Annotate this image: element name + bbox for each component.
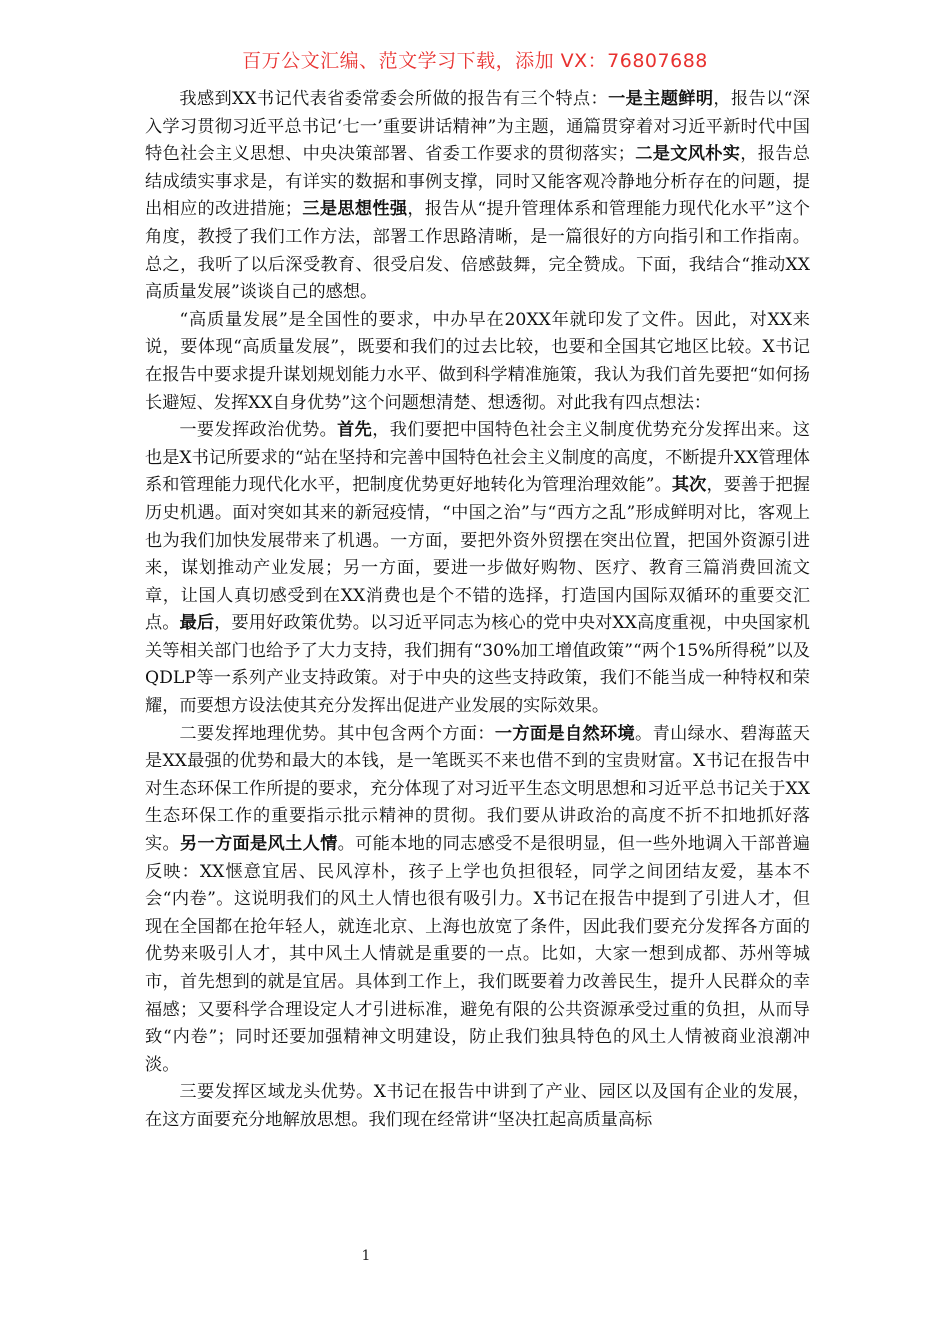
- paragraph: [145, 307, 810, 417]
- text-run: “高质量发展”是全国性的要求，中办早在20XX年就印发了文件。因此，对XX来说，要体现“高质量发展”，既要和我们的过去比较，也要和全国其它地区比较。X书记在报告中要求提升谋划规划能力水平、做到科学精准施策，我认为我们首先要把“如何扬长避短、发挥XX自身优势”这个问题想清楚、想透彻。对此我有四点想法：: [145, 309, 810, 413]
- text-run: ，我们要把中国特色社会主义制度优势充分发挥出来。这也是X书记所要求的“站在坚持和完善中国特色社会主义制度的高度，不断提升XX管理体系和管理能力现代化水平，把制度优势更好地转化为管理治理效能”。: [145, 420, 810, 496]
- bold-run: 另一方面是风土人情: [180, 834, 338, 855]
- text-run: 。青山绿水、碧海蓝天是XX最强的优势和最大的本钱，是一笔既买不来也借不到的宝贵财富。X书记在报告中对生态环保工作所提的要求，充分体现了对习近平生态文明思想和习近平总书记关于XX生态环保工作的重要指示批示精神的贯彻。我们要从讲政治的高度不折不扣地抓好落实。: [145, 723, 810, 855]
- text-run: 一要发挥政治优势。: [179, 420, 338, 441]
- text-run: 我感到XX书记代表省委常委会所做的报告有三个特点：: [179, 89, 609, 109]
- bold-run: 二是文风朴实: [634, 144, 741, 165]
- bold-run: 一方面是自然环境: [494, 723, 636, 744]
- header-banner: 百万公文汇编、范文学习下载，添加 VX：76807688: [242, 50, 708, 72]
- text-run: 二要发挥地理优势。其中包含两个方面：: [179, 723, 495, 744]
- text-run: ，报告总结成绩实事求是，有详实的数据和事例支撑，同时又能客观冷静地分析存在的问题，提出相应的改进措施；: [145, 144, 810, 220]
- text-run: ，要善于把握历史机遇。面对突如其来的新冠疫情，“中国之治”与“西方之乱”形成鲜明对比，客观上也为我们加快发展带来了机遇。一方面，要把外资外贸摆在突出位置，把国外资源引进来，谋划推动产业发展；另一方面，要进一步做好购物、医疗、教育三篇消费回流文章，让国人真切感受到在XX消费也是个不错的选择，打造国内国际双循环的重要交汇点。: [145, 475, 810, 634]
- paragraph: [145, 1079, 810, 1134]
- bold-run: 其次: [671, 475, 707, 496]
- text-run: ，报告从“提升管理体系和管理能力现代化水平”这个角度，教授了我们工作方法，部署工作思路清晰，是一篇很好的方向指引和工作指南。总之，我听了以后深受教育、很受启发、倍感鼓舞，完全赞成。下面，我结合“推动XX高质量发展”谈谈自己的感想。: [145, 199, 810, 303]
- page-number: 1: [361, 1248, 371, 1264]
- paragraph: [145, 86, 810, 307]
- bold-run: 一是主题鲜明: [608, 89, 714, 109]
- paragraph: [145, 417, 810, 721]
- paragraph: [145, 721, 810, 1080]
- bold-run: 三是思想性强: [302, 199, 408, 220]
- text-run: 三要发挥区域龙头优势。X书记在报告中讲到了产业、园区以及国有企业的发展，在这方面要充分地解放思想。我们现在经常讲“坚决扛起高质量高标: [145, 1082, 810, 1130]
- bold-run: 首先: [337, 420, 373, 441]
- document-body: [145, 86, 810, 1135]
- text-run: ，报告以“深入学习贯彻习近平总书记‘七一’重要讲话精神”为主题，通篇贯穿着对习近平新时代中国特色社会主义思想、中央决策部署、省委工作要求的贯彻落实；: [145, 89, 810, 165]
- text-run: ，要用好政策优势。以习近平同志为核心的党中央对XX高度重视，中央国家机关等相关部门也给予了大力支持，我们拥有“30%加工增值政策”“两个15%所得税”以及QDLP等一系列产业支持政策。对于中央的这些支持政策，我们不能当成一种特权和荣耀，而要想方设法使其充分发挥出促进产业发展的实际效果。: [145, 613, 810, 717]
- text-run: 。可能本地的同志感受不是很明显，但一些外地调入干部普遍反映：XX惬意宜居、民风淳朴，孩子上学也负担很轻，同学之间团结友爱，基本不会“内卷”。这说明我们的风土人情也很有吸引力。X书记在报告中提到了引进人才，但现在全国都在抢年轻人，就连北京、上海也放宽了条件，因此我们要充分发挥各方面的优势来吸引人才，其中风土人情就是重要的一点。比如，大家一想到成都、苏州等城市，首先想到的就是宜居。具体到工作上，我们既要着力改善民生，提升人民群众的幸福感；又要科学合理设定人才引进标准，避免有限的公共资源承受过重的负担，从而导致“内卷”；同时还要加强精神文明建设，防止我们独具特色的风土人情被商业浪潮冲淡。: [145, 834, 810, 1075]
- bold-run: 最后: [179, 613, 215, 634]
